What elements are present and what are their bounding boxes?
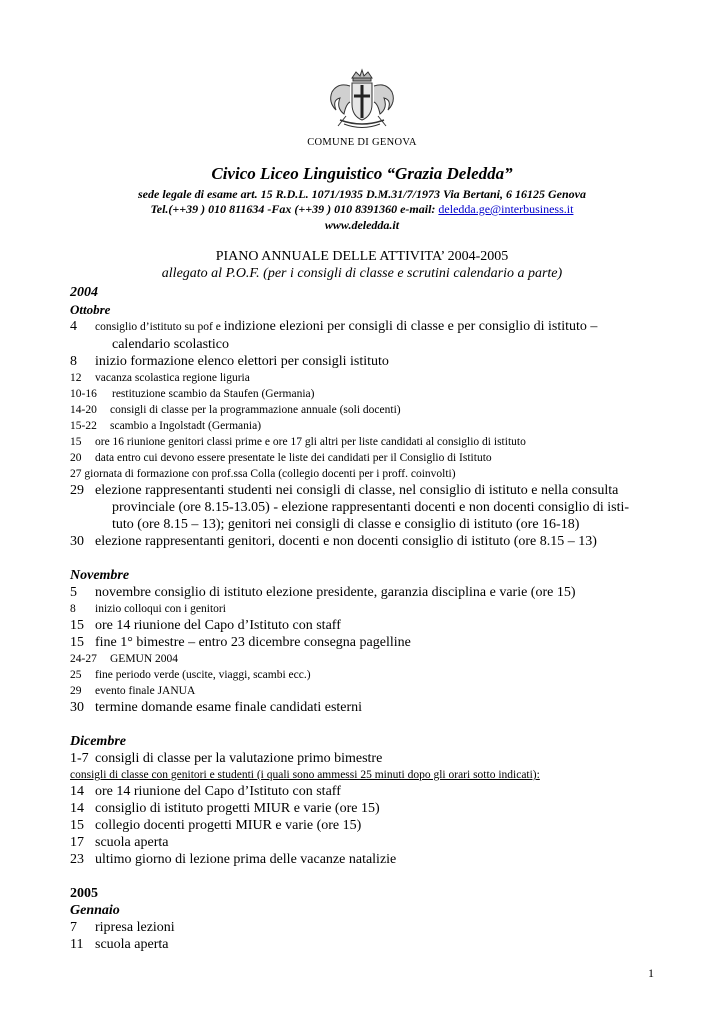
item-date: 30 xyxy=(70,534,84,549)
list-item xyxy=(70,402,660,418)
school-name: Civico Liceo Linguistico “Grazia Deledda” xyxy=(211,164,513,183)
item-date: 5 xyxy=(70,585,77,600)
list-item xyxy=(70,750,660,767)
list-item xyxy=(70,601,660,617)
item-date: 1-7 xyxy=(70,751,89,766)
item-text: indizione elezioni per consigli di classe e per consiglio di istituto – xyxy=(223,319,598,334)
list-item xyxy=(70,370,660,386)
item-text: fine 1° bimestre – entro 23 dicembre consegna pagelline xyxy=(95,635,411,650)
item-date: 10-16 xyxy=(70,388,97,400)
list-item xyxy=(70,667,660,683)
item-date: 12 xyxy=(70,372,82,384)
item-text: consiglio d’istituto su pof e xyxy=(95,321,224,333)
item-text: elezione rappresentanti studenti nei consigli di classe, nel consiglio di istituto e nella consulta xyxy=(95,483,619,498)
list-item xyxy=(70,533,660,550)
item-text: elezione rappresentanti genitori, docenti e non docenti consiglio di istituto (ore 8.15 – 13) xyxy=(95,534,597,549)
list-item xyxy=(70,353,660,370)
page-number: 1 xyxy=(648,966,654,980)
item-continuation: provinciale (ore 8.15-13.05) - elezione rappresentanti docenti e non docenti consiglio di isti- xyxy=(112,500,630,515)
item-text: collegio docenti progetti MIUR e varie (ore 15) xyxy=(95,818,362,833)
item-text: data entro cui devono essere presentate le liste dei candidati per il Consiglio di Istituto xyxy=(95,452,492,464)
item-date: 29 xyxy=(70,685,82,697)
list-item xyxy=(70,783,660,800)
plan-subtitle: allegato al P.O.F. (per i consigli di classe e scrutini calendario a parte) xyxy=(161,266,563,281)
item-date: 14 xyxy=(70,784,84,799)
item-text: consiglio di istituto progetti MIUR e varie (ore 15) xyxy=(95,801,380,816)
item-date: 15 xyxy=(70,436,82,448)
item-text: fine periodo verde (uscite, viaggi, scambi ecc.) xyxy=(95,669,311,681)
item-continuation: calendario scolastico xyxy=(112,337,230,352)
item-text: termine domande esame finale candidati esterni xyxy=(95,700,363,715)
list-item xyxy=(70,800,660,817)
year-heading: 2004 xyxy=(70,285,98,300)
item-text: scuola aperta xyxy=(95,937,169,952)
item-text: scambio a Ingolstadt (Germania) xyxy=(110,420,262,432)
item-date: 25 xyxy=(70,669,82,681)
item-date: 15-22 xyxy=(70,420,97,432)
item-date: 30 xyxy=(70,700,84,715)
list-item xyxy=(70,584,660,601)
item-date: 4 xyxy=(70,319,77,334)
list-item xyxy=(70,817,660,834)
item-text: novembre consiglio di istituto elezione presidente, garanzia disciplina e varie (ore 15) xyxy=(95,585,576,600)
month-heading: Ottobre xyxy=(70,302,111,317)
item-date: 14-20 xyxy=(70,404,97,416)
item-text: consigli di classe per la programmazione annuale (soli docenti) xyxy=(110,404,401,416)
list-item xyxy=(70,683,660,699)
list-item xyxy=(70,617,660,634)
list-item xyxy=(70,851,660,868)
list-item xyxy=(70,834,660,851)
list-item xyxy=(70,699,660,716)
item-continuation: tuto (ore 8.15 – 13); genitori nei consigli di classe e consiglio di istituto (ore 16-18) xyxy=(112,517,580,532)
item-text: scuola aperta xyxy=(95,835,169,850)
list-item xyxy=(70,651,660,667)
year-heading: 2005 xyxy=(70,886,98,901)
item-text: ore 14 riunione del Capo d’Istituto con staff xyxy=(95,618,341,633)
list-item xyxy=(70,482,660,499)
item-text: inizio colloqui con i genitori xyxy=(95,603,226,615)
item-text: ripresa lezioni xyxy=(95,920,175,935)
item-text: vacanza scolastica regione liguria xyxy=(95,372,250,384)
phone-fax: Tel.(++39 ) 010 811634 -Fax (++39 ) 010 8391360 e-mail: xyxy=(150,202,439,216)
item-date: 20 xyxy=(70,452,82,464)
item-text: ultimo giorno di lezione prima delle vacanze natalizie xyxy=(95,852,397,867)
item-date: 8 xyxy=(70,354,77,369)
list-item xyxy=(70,434,660,450)
item-text: restituzione scambio da Staufen (Germania) xyxy=(112,388,315,400)
website-link[interactable]: www.deledda.it xyxy=(324,218,400,232)
item-text: ore 14 riunione del Capo d’Istituto con staff xyxy=(95,784,341,799)
list-item xyxy=(70,318,660,336)
meeting-note: consigli di classe con genitori e studenti (i quali sono ammessi 25 minuti dopo gli orari sotto indicati): xyxy=(70,769,540,781)
item-date: 7 xyxy=(70,920,77,935)
item-date: 29 xyxy=(70,483,84,498)
list-item xyxy=(70,634,660,651)
list-item xyxy=(70,936,660,953)
item-text: GEMUN 2004 xyxy=(110,653,179,665)
list-item xyxy=(70,386,660,402)
item-date: 23 xyxy=(70,852,84,867)
item-text: ore 16 riunione genitori classi prime e ore 17 gli altri per liste candidati al consiglio di istituto xyxy=(95,436,526,448)
item-date: 14 xyxy=(70,801,84,816)
comune-crest-icon xyxy=(318,68,406,132)
item-text: evento finale JANUA xyxy=(95,685,196,697)
month-heading: Gennaio xyxy=(70,903,120,918)
item-date: 11 xyxy=(70,937,84,952)
item-date: 15 xyxy=(70,818,84,833)
item-text: inizio formazione elenco elettori per consigli istituto xyxy=(95,354,389,369)
school-address: sede legale di esame art. 15 R.D.L. 1071/1935 D.M.31/7/1973 Via Bertani, 6 16125 Genova xyxy=(138,187,586,201)
comune-heading: COMUNE DI GENOVA xyxy=(307,137,417,148)
contact-line xyxy=(0,202,724,217)
item-text: consigli di classe per la valutazione primo bimestre xyxy=(95,751,383,766)
item-date: 15 xyxy=(70,618,84,633)
item-date: 17 xyxy=(70,835,84,850)
plan-title: PIANO ANNUALE DELLE ATTIVITA’ 2004-2005 xyxy=(215,249,509,264)
activity-list xyxy=(70,284,660,953)
email-link[interactable]: deledda.ge@interbusiness.it xyxy=(438,202,574,216)
list-item xyxy=(70,418,660,434)
item-date: 8 xyxy=(70,603,76,615)
list-item xyxy=(70,450,660,466)
item-date: 15 xyxy=(70,635,84,650)
item-text: 27 giornata di formazione con prof.ssa Colla (collegio docenti per i proff. coinvolti) xyxy=(70,468,456,480)
month-heading: Dicembre xyxy=(70,734,126,749)
list-item xyxy=(70,919,660,936)
month-heading: Novembre xyxy=(70,568,130,583)
item-date: 24-27 xyxy=(70,653,97,665)
list-item xyxy=(70,466,660,482)
